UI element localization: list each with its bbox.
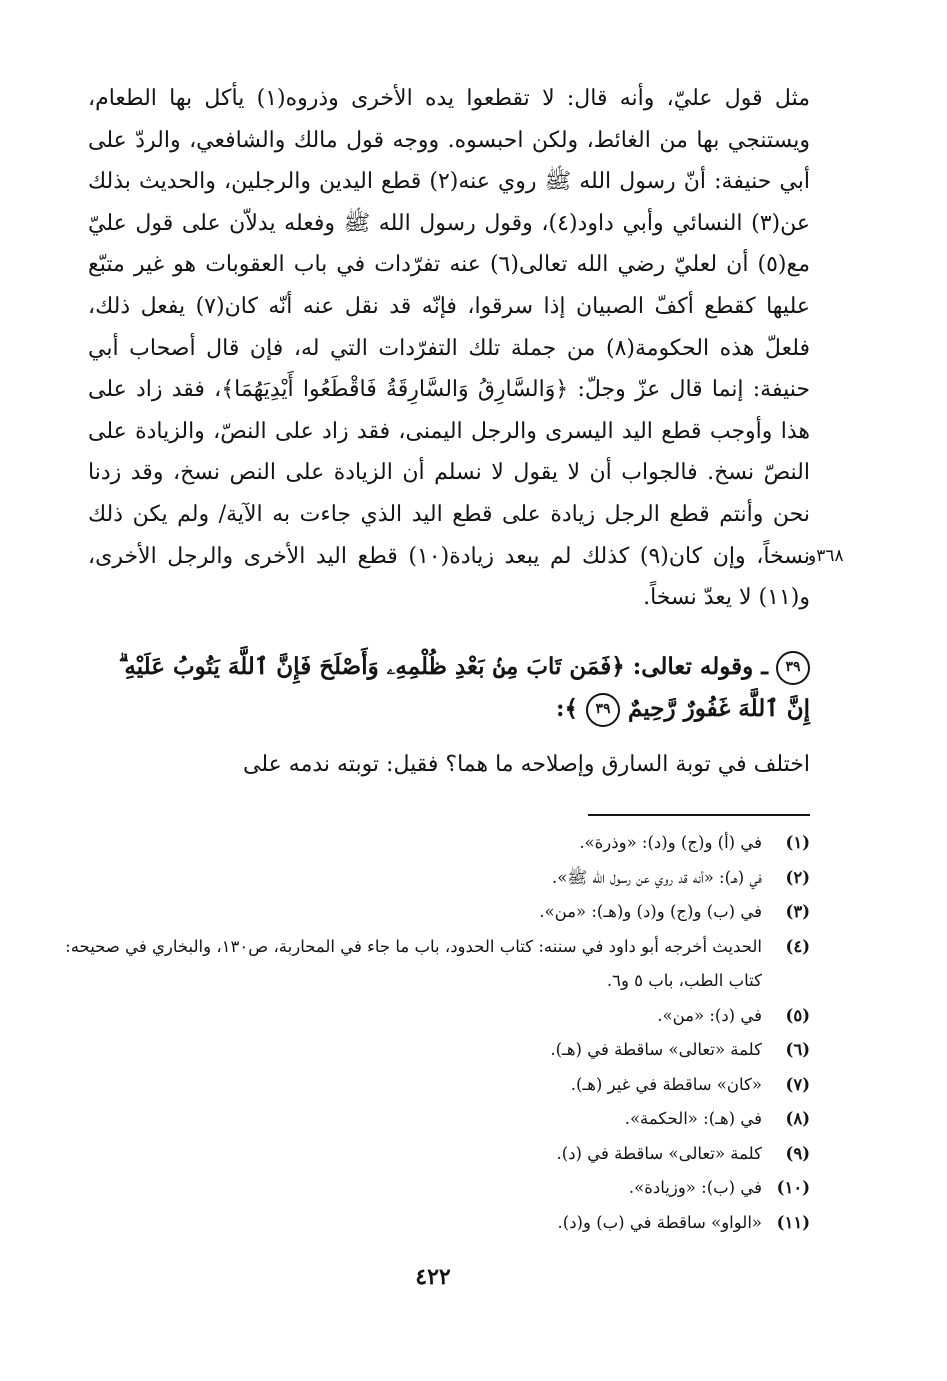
- verse-closing: ﴾:: [556, 695, 578, 722]
- footnote-number: (١١): [776, 1212, 810, 1232]
- footnote-number: (١٠): [776, 1178, 810, 1197]
- footnote-item: [60, 1137, 810, 1172]
- footnote-item: [60, 999, 810, 1034]
- commentary-paragraph: اختلف في توبة السارق وإصلاحه ما هما؟ فقيل: توبته ندمه على: [243, 752, 810, 777]
- footnote-text: في (هـ): «الحكمة».: [624, 1109, 762, 1128]
- footnote-text: في (ب) و(ج) و(د) و(هـ): «من».: [539, 902, 762, 921]
- footnote-item: [60, 1068, 810, 1103]
- ayah-number-badge: ٣٩: [776, 651, 810, 685]
- verse-text: ﴿فَمَن تَابَ مِنۢ بَعْدِ ظُلْمِهِۦ وَأَصْلَحَ فَإِنَّ ٱللَّهَ يَتُوبُ عَلَيْهِ ۗ إِنَّ ٱللَّهَ غَفُورٌ رَّحِيمٌ: [118, 653, 810, 722]
- footnote-text: كلمة «تعالى» ساقطة في (د).: [556, 1143, 762, 1163]
- manuscript-folio-marker: ٣٦٨و: [808, 546, 844, 566]
- ayah-number-badge-end: ٣٩: [586, 693, 620, 727]
- footnote-item: [60, 861, 810, 896]
- footnote-item: [60, 1033, 810, 1068]
- footnote-text: الحديث أخرجه أبو داود في سننه: كتاب الحدود، باب ما جاء في المحاربة، ص١٣٠، والبخاري في صحيحه: كتاب الطب، باب ٥ و٦.: [65, 936, 762, 990]
- footnote-item: [60, 930, 810, 999]
- footnotes-list: [60, 826, 810, 1240]
- footnote-text: في (د): «من».: [657, 1005, 762, 1025]
- footnote-text: في (هـ): «أنه قد روي عن رسول الله ﷺ».: [551, 867, 762, 887]
- footnote-number: (٧): [785, 1074, 810, 1094]
- footnote-text: «كان» ساقطة في غير (هـ).: [570, 1074, 762, 1094]
- footnote-item: [60, 1171, 810, 1206]
- footnote-number: (٤): [785, 936, 810, 956]
- footnote-text: «الواو» ساقطة في (ب) و(د).: [557, 1212, 762, 1232]
- footnote-separator: [588, 814, 810, 816]
- footnote-item: [60, 1102, 810, 1137]
- verse-intro: ـ وقوله تعالى:: [632, 653, 768, 680]
- footnote-item: [60, 826, 810, 861]
- footnote-number: (٣): [785, 902, 810, 921]
- footnote-number: (٩): [785, 1143, 810, 1163]
- footnote-number: (٥): [785, 1005, 810, 1025]
- footnote-number: (٨): [785, 1109, 810, 1128]
- footnote-text: في (ب): «وزيادة».: [628, 1178, 762, 1197]
- footnote-item: [60, 895, 810, 930]
- footnote-item: [60, 1206, 810, 1241]
- main-text-block: [88, 78, 810, 619]
- verse-heading: [88, 646, 810, 730]
- body-paragraph: مثل قول عليّ، وأنه قال: لا تقطعوا يده الأخرى وذروه(١) يأكل بها الطعام، ويستنجي بها من الغائط، ولكن احبسوه. ووجه قول مالك والشافعي، والردّ على أبي حنيفة: أنّ رسول الله ﷺ روي عنه(٢) قطع اليدين والرجلين، والحديث بذلك عن(٣) النسائي وأبي داود(٤)، وقول رسول الله ﷺ وفعله يدلاّن على قول عليّ مع(٥) أن لعليّ رضي الله تعالى(٦) عنه تفرّدات في باب العقوبات هو غير متبّع عليها كقطع أكفّ الصبيان إذا سرقوا، فإنّه قد نقل عنه أنّه كان(٧) يفعل ذلك، فلعلّ هذه الحكومة(٨) من جملة تلك التفرّدات التي له، فإن قال أصحاب أبي حنيفة: إنما قال عزّ وجلّ: ﴿وَالسَّارِقُ وَالسَّارِقَةُ فَاقْطَعُوا أَيْدِيَهُمَا﴾، فقد زاد على هذا وأوجب قطع اليد اليسرى والرجل اليمنى، فقد زاد على النصّ، والزيادة على النصّ نسخ. فالجواب أن لا يقول لا نسلم أن الزيادة على النص نسخ، وقد زدنا نحن وأنتم قطع الرجل زيادة على قطع اليد الذي جاءت به الآية/ ولم يكن ذلك نسخاً، وإن كان(٩) كذلك لم يبعد زيادة(١٠) قطع اليد الأخرى والرجل الأخرى، و(١١) لا يعدّ نسخاً.: [88, 86, 810, 611]
- footnote-text: كلمة «تعالى» ساقطة في (هـ).: [550, 1040, 762, 1059]
- footnote-text: في (أ) و(ج) و(د): «وذرة».: [579, 833, 762, 852]
- footnote-number: (٦): [785, 1040, 810, 1059]
- footnote-number: (٢): [785, 867, 810, 887]
- footnote-number: (١): [785, 833, 810, 852]
- page-number: ٤٢٢: [415, 1264, 451, 1290]
